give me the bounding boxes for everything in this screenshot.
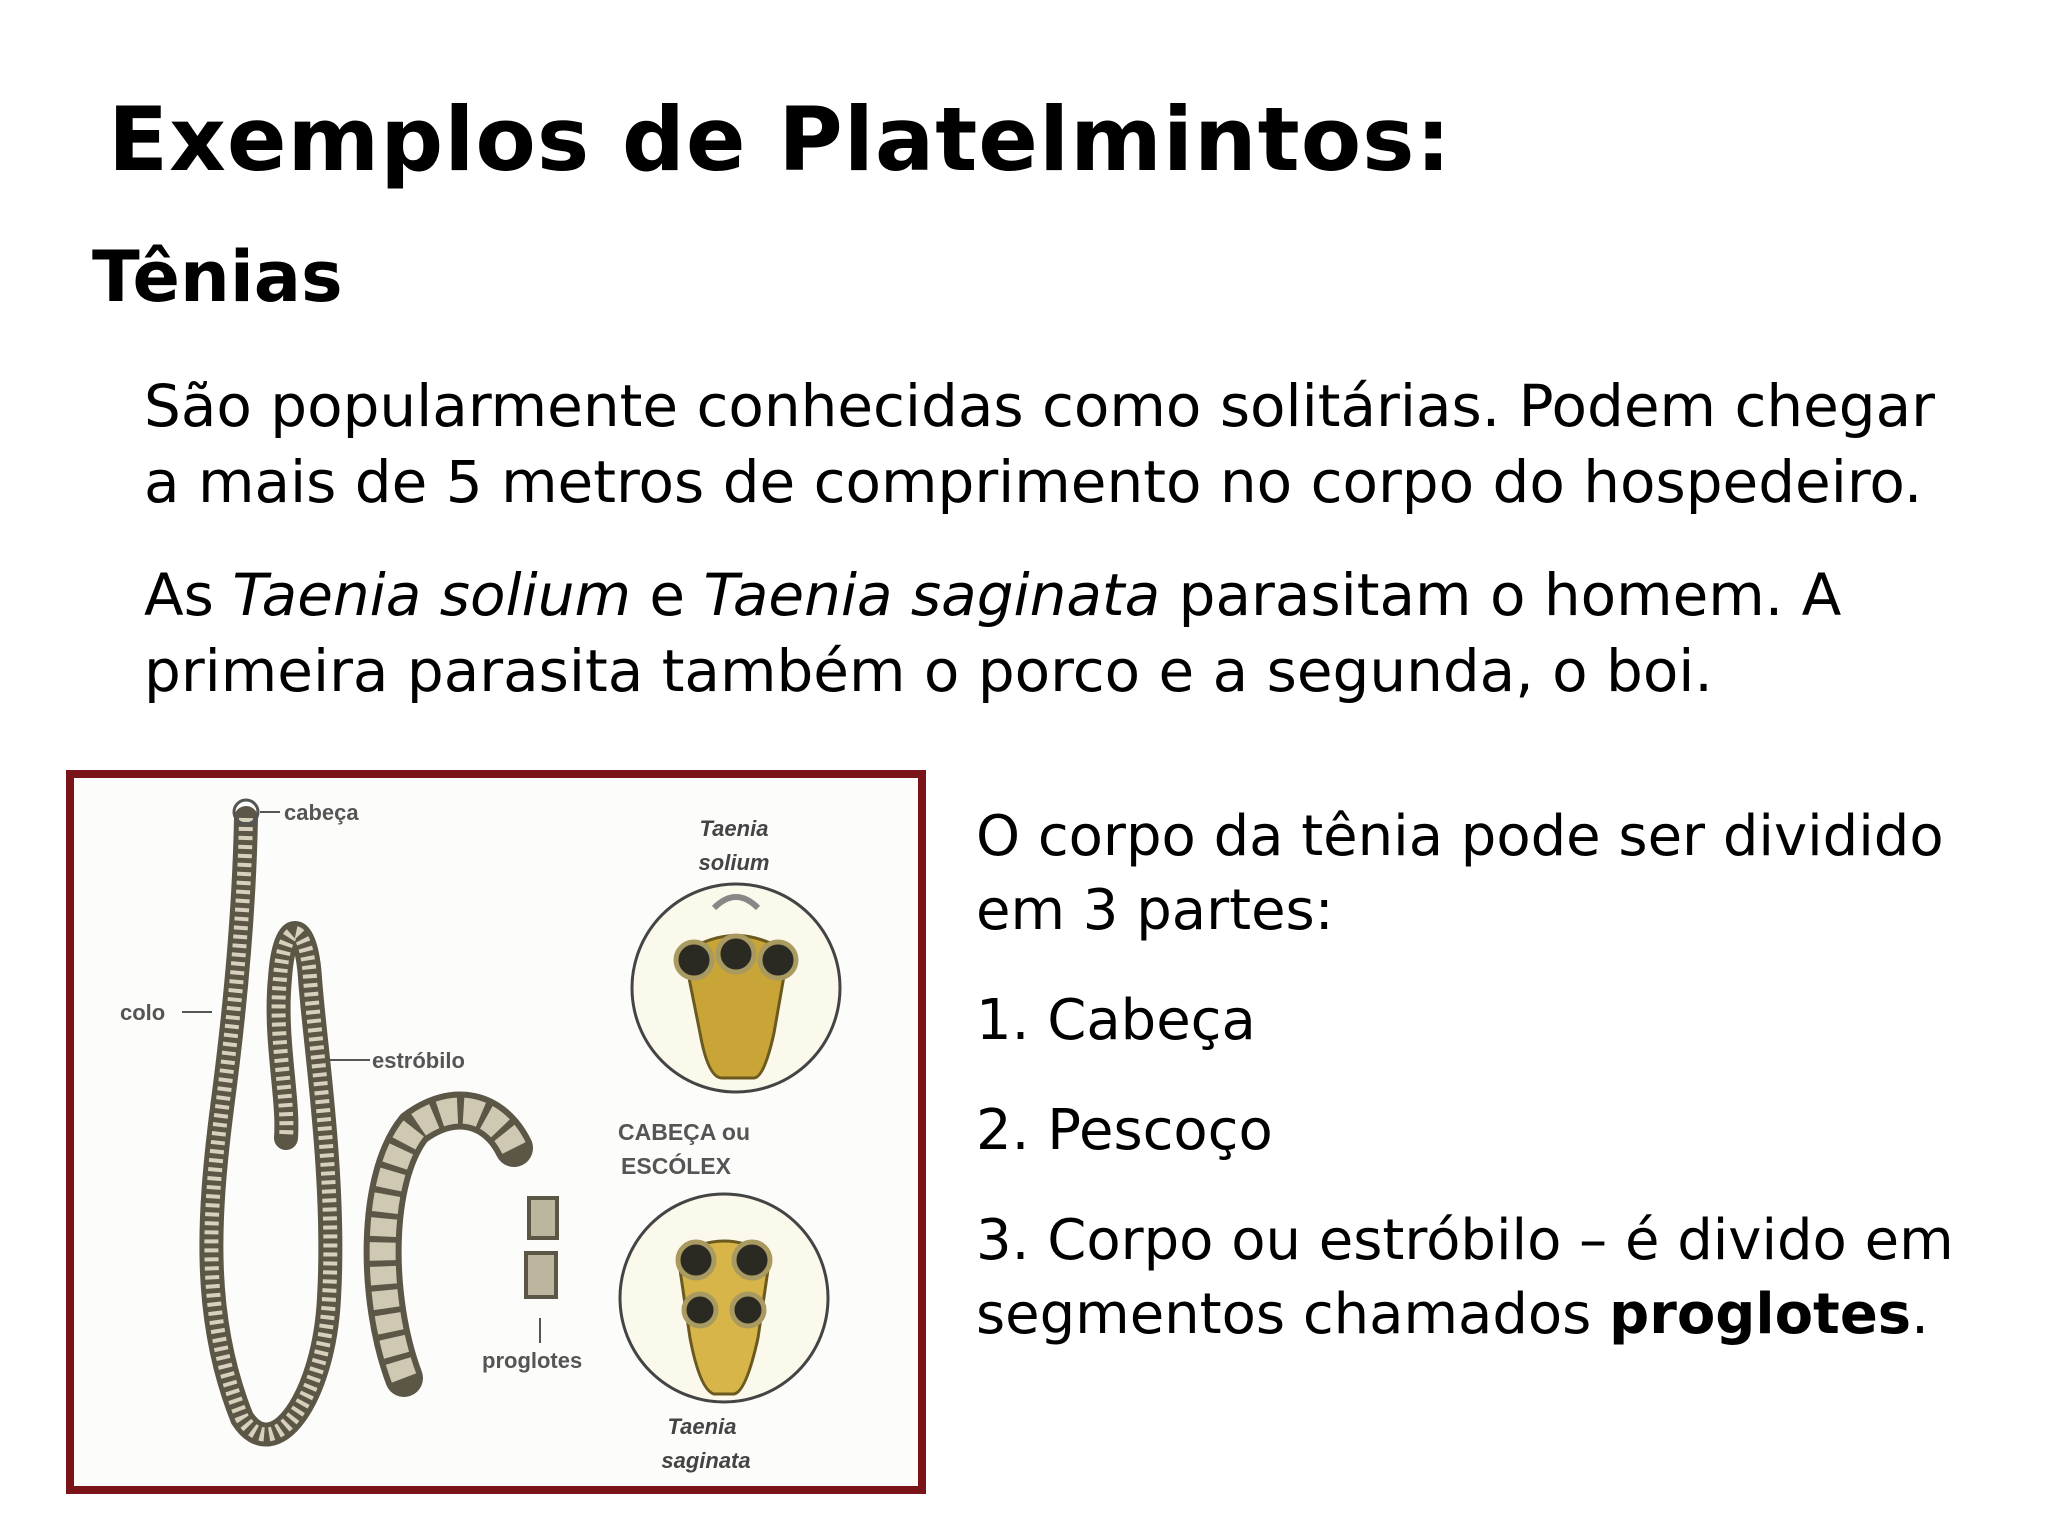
tapeworm-figure — [66, 770, 926, 1494]
proglottid-segment — [529, 1198, 557, 1238]
label-scolex-1: CABEÇA ou — [617, 1119, 751, 1145]
species-paragraph — [144, 557, 1964, 709]
intro-line-2: a mais de 5 metros de comprimento no corpo do hospedeiro. — [144, 448, 1923, 516]
proglottid-segment — [526, 1253, 556, 1297]
worm-body — [211, 818, 330, 1435]
label-neck: colo — [120, 1000, 166, 1025]
label-solium-2: solium — [698, 850, 770, 875]
label-proglottids: proglotes — [482, 1348, 583, 1373]
tapeworm-illustration — [74, 778, 918, 1486]
slide-title: Exemplos de Platelmintos: — [108, 88, 1452, 191]
label-saginata-2: saginata — [661, 1448, 751, 1473]
intro-paragraph — [144, 368, 1964, 520]
label-solium-1: Taenia — [699, 816, 769, 841]
list-item: 2. Pescoço — [976, 1098, 1273, 1163]
section-subtitle: Tênias — [92, 236, 343, 318]
list-item-3-end: . — [1911, 1282, 1929, 1347]
label-head: cabeça — [284, 800, 359, 825]
label-scolex-2: ESCÓLEX — [621, 1153, 731, 1179]
list-item-3-line-2 — [976, 1278, 2016, 1352]
species-suffix: parasitam o homem. A — [1178, 561, 1842, 629]
species-line-2: primeira parasita também o porco e a segunda, o boi. — [144, 637, 1713, 705]
body-intro-line-2: em 3 partes: — [976, 878, 1334, 943]
body-intro — [976, 800, 2016, 948]
list-item — [976, 1204, 2016, 1352]
list-item-3-text: segmentos chamados — [976, 1282, 1610, 1347]
intro-line-1: São popularmente conhecidas como solitárias. Podem chegar — [144, 372, 1936, 440]
label-strobila: estróbilo — [372, 1048, 465, 1073]
scolex-solium — [632, 884, 840, 1092]
species-connector: e — [649, 561, 686, 629]
body-parts-text — [976, 800, 2016, 1388]
body-intro-line-1: O corpo da tênia pode ser dividido — [976, 804, 1944, 869]
label-saginata-1: Taenia — [667, 1414, 737, 1439]
species-prefix: As — [144, 561, 214, 629]
scolex-saginata — [620, 1194, 828, 1402]
species-name-saginata: Taenia saginata — [703, 561, 1161, 629]
species-line-1 — [144, 557, 1964, 633]
list-item-3-line-1: 3. Corpo ou estróbilo – é divido em — [976, 1208, 1954, 1273]
proglottids-term: proglotes — [1609, 1282, 1912, 1347]
list-item: 1. Cabeça — [976, 988, 1256, 1053]
species-name-solium: Taenia solium — [232, 561, 631, 629]
